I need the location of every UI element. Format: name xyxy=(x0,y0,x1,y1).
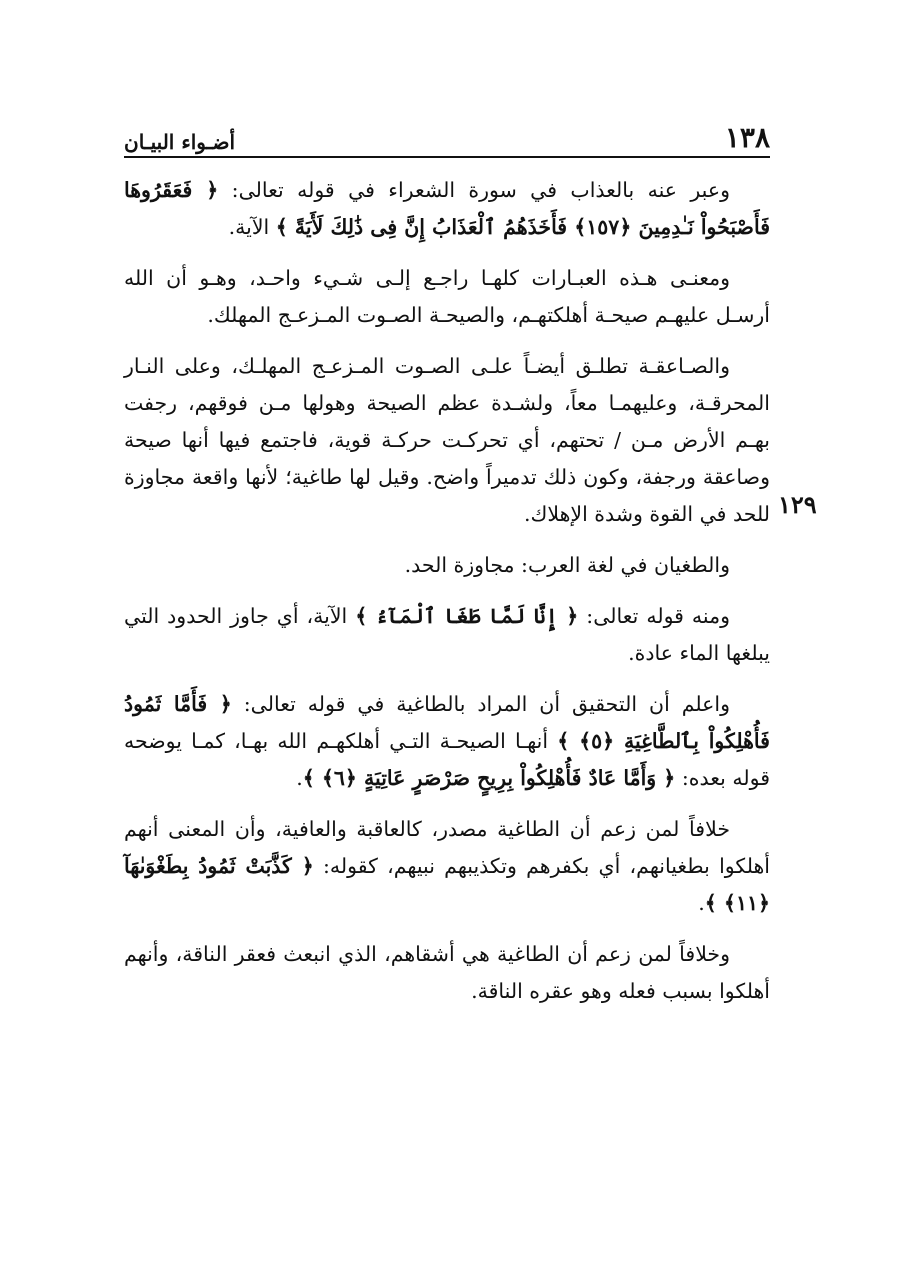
paragraph xyxy=(124,598,770,672)
paragraph-text: . xyxy=(296,766,303,790)
margin-page-reference: ١٢٩ xyxy=(778,490,817,519)
running-title: أضـواء البيـان xyxy=(124,130,236,154)
body-text xyxy=(124,172,770,1024)
quran-verse: ﴿ إِنَّا لَمَّا طَغَا ٱلْمَآءُ ﴾ xyxy=(355,604,579,628)
quran-verse: ﴿ كَذَّبَتْ ثَمُودُ بِطَغْوَىٰهَآ ﴿١١﴾ ﴾ xyxy=(124,854,770,915)
paragraph-text: خلافاً لمن زعم أن الطاغية مصدر، كالعاقبة والعافية، وأن المعنى أنهم أهلكوا بطغيانهم، أي بكفرهم وتكذيبهم نبيهم، كقوله: xyxy=(124,817,770,878)
paragraph-text: والصـاعقـة تطلـق أيضـاً علـى الصـوت المـزعـج المهلـك، وعلى النـار المحرقـة، وعليهمـا معاً، ولشـدة عظم الصيحة وهولها مـن فوقهم، رجفت بهـم الأرض مـن / تحتهم، أي تحركـت حركـة قوية، فاجتمع فيها أنها صيحة وصاعقة ورجفة، وكون ذلك تدميراً واضح. وقيل لها طاغية؛ لأنها واقعة مجاوزة للحد في القوة وشدة الإهلاك. xyxy=(124,354,770,526)
paragraph-text: ومنه قوله تعالى: xyxy=(578,604,730,628)
paragraph xyxy=(124,686,770,797)
paragraph-text: الآية. xyxy=(228,215,276,239)
paragraph xyxy=(124,172,770,246)
paragraph-text: والطغيان في لغة العرب: مجاوزة الحد. xyxy=(404,553,730,577)
quran-verse: ﴿ فَعَقَرُوهَا فَأَصْبَحُواْ نَـٰدِمِينَ ﴿١٥٧﴾ فَأَخَذَهُمُ ٱلْعَذَابُ إِنَّ فِى ذَٰلِكَ لَأَيَةً ﴾ xyxy=(124,178,770,239)
paragraph xyxy=(124,811,770,922)
paragraph-text: . xyxy=(698,891,705,915)
paragraph-text: أنهـا الصيحـة التـي أهلكهـم الله بهـا، كمـا يوضحه قوله بعده: xyxy=(124,729,770,790)
paragraph xyxy=(124,547,770,584)
quran-verse: ﴿ فَأَمَّا ثَمُودُ فَأُهْلِكُواْ بِٱلطَّاغِيَةِ ﴿٥﴾ ﴾ xyxy=(124,692,770,753)
paragraph-text: وعبر عنه بالعذاب في سورة الشعراء في قوله تعالى: xyxy=(218,178,730,202)
paragraph-text: واعلم أن التحقيق أن المراد بالطاغية في قوله تعالى: xyxy=(231,692,730,716)
page-number: ١٣٨ xyxy=(724,121,770,154)
paragraph-text: الآية، أي جاوز الحدود التي يبلغها الماء عادة. xyxy=(124,604,770,665)
page-header xyxy=(124,112,770,158)
paragraph-text: وخلافاً لمن زعم أن الطاغية هي أشقاهم، الذي انبعث فعقر الناقة، وأنهم أهلكوا بسبب فعله وهو عقره الناقة. xyxy=(124,942,770,1003)
paragraph xyxy=(124,348,770,533)
paragraph xyxy=(124,260,770,334)
quran-verse: ﴿ وَأَمَّا عَادٌ فَأُهْلِكُواْ بِرِيحٍ صَرْصَرٍ عَاتِيَةٍ ﴿٦﴾ ﴾ xyxy=(302,766,676,790)
paragraph-text: ومعنـى هـذه العبـارات كلهـا راجـع إلـى شـيء واحـد، وهـو أن الله أرسـل عليهـم صيحـة أهلكتهـم، والصيحـة الصـوت المـزعـج المهلك. xyxy=(124,266,770,327)
paragraph xyxy=(124,936,770,1010)
